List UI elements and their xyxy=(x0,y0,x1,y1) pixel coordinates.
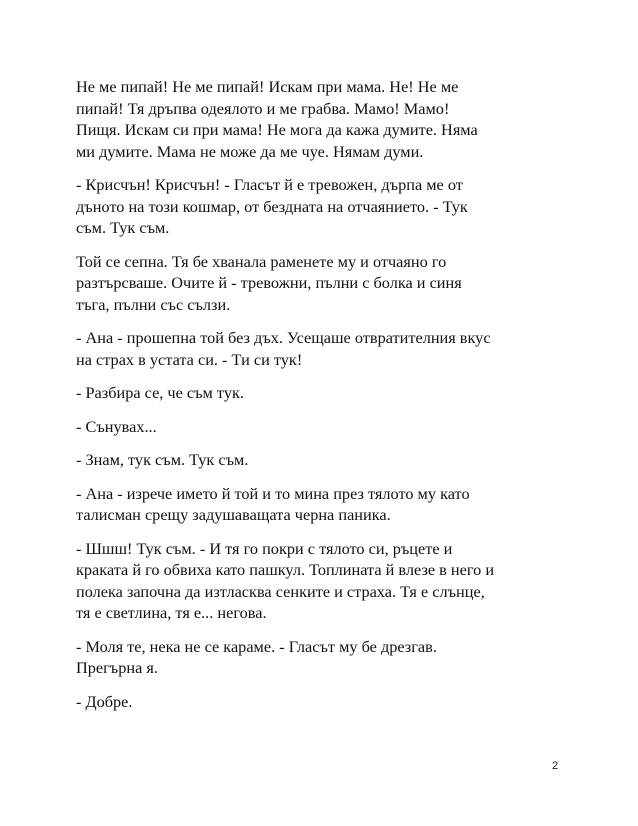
text-line: дъното на този кошмар, от бездната на отчаянието. - Тук xyxy=(76,196,468,216)
page-number: 2 xyxy=(552,760,559,772)
text-line: на страх в устата си. - Ти си тук! xyxy=(76,349,303,369)
text-line: краката й го обвиха като пашкул. Топлината й влезе в него и xyxy=(76,560,495,579)
paragraph-7 xyxy=(76,449,576,471)
paragraph-9 xyxy=(76,538,576,624)
text-line: - Сънувах... xyxy=(76,416,157,436)
paragraph-2 xyxy=(76,174,576,239)
text-line: съм. Тук съм. xyxy=(76,218,170,237)
text-line: - Моля те, нека не се караме. - Гласът му бе дрезгав. xyxy=(76,636,437,656)
paragraph-5 xyxy=(76,382,576,404)
paragraph-8 xyxy=(76,483,576,526)
text-line: пипай! Тя дръпва одеялото и ме грабва. Мамо! Мамо! xyxy=(76,98,450,118)
paragraph-11 xyxy=(76,691,576,713)
page-body xyxy=(76,76,576,724)
text-line: ми думите. Мама не може да ме чуе. Нямам думи. xyxy=(76,141,424,161)
paragraph-3 xyxy=(76,251,576,316)
text-line: - Добре. xyxy=(76,691,133,711)
text-line: - Ана - изрече името й той и то мина през тялото му като xyxy=(76,483,470,503)
text-line: Не ме пипай! Не ме пипай! Искам при мама. Не! Не ме xyxy=(76,77,459,96)
text-line: тя е светлина, тя е... негова. xyxy=(76,603,267,622)
text-line: - Знам, тук съм. Тук съм. xyxy=(76,450,249,469)
paragraph-6 xyxy=(76,416,576,438)
text-line: - Крисчън! Крисчън! - Гласът й е тревожен, дърпа ме от xyxy=(76,175,463,194)
text-line: - Шшш! Тук съм. - И тя го покри с тялото си, ръцете и xyxy=(76,538,453,558)
text-line: Пищя. Искам си при мама! Не мога да кажа думите. Няма xyxy=(76,120,478,139)
text-line: талисман срещу задушаващата черна паника. xyxy=(76,505,391,524)
text-line: тъга, пълни със сълзи. xyxy=(76,294,231,314)
paragraph-10 xyxy=(76,636,576,679)
text-line: разтърсваше. Очите й - тревожни, пълни с болка и синя xyxy=(76,273,462,292)
paragraph-4 xyxy=(76,327,576,370)
paragraph-1 xyxy=(76,76,576,162)
text-line: Прегърна я. xyxy=(76,658,158,677)
text-line: Той се сепна. Тя бе хванала раменете му и отчаяно го xyxy=(76,251,447,271)
text-line: полека започна да изтласква сенките и страха. Тя е слънце, xyxy=(76,581,485,601)
text-line: - Ана - прошепна той без дъх. Усещаше отвратителния вкус xyxy=(76,328,491,347)
text-line: - Разбира се, че съм тук. xyxy=(76,383,244,402)
